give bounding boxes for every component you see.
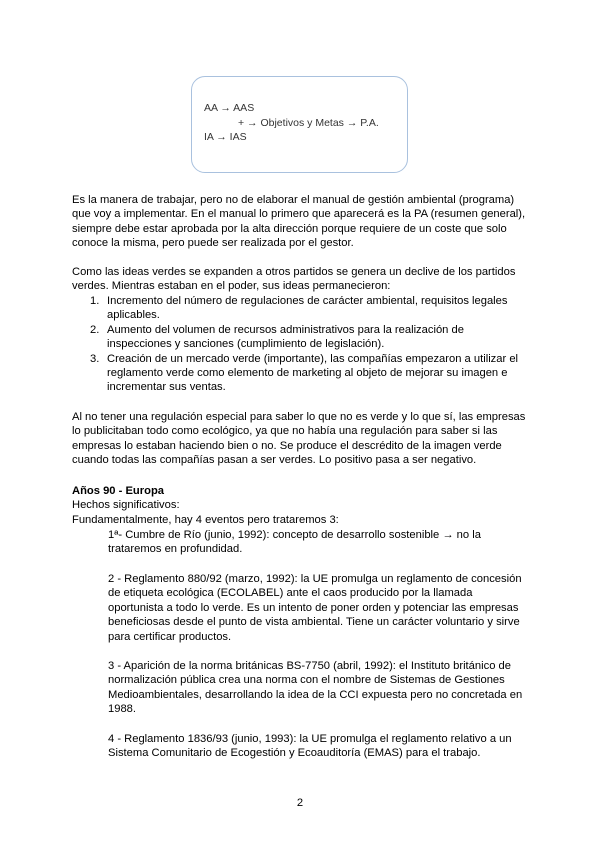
event-line: 4 - Reglamento 1836/93 (junio, 1993): la UE promulga el reglamento relativo a un [108,733,512,745]
event-item [108,732,528,761]
event-line: normalización pública crea una norma con el nombre de Sistemas de Gestiones [108,674,505,687]
list-item [72,323,532,352]
list-number: 1. [90,295,100,307]
section-subheading: Hechos significativos: [72,499,180,512]
event-line: oportunista a todo lo verde. Es un intento de poner orden y potenciar las empresas [108,601,519,614]
event-line: beneficiosas desde el punto de vista ambiental. Tiene un carácter voluntario y sirve [108,616,520,629]
list-item [72,294,532,323]
paragraph-line: conoce la misma, pero puede ser realizada por el gestor. [72,237,354,250]
paragraph-line: empresas lo estaban haciendo bien o no. Se produce el descrédito de la imagen verde [72,439,502,452]
event-line: 1988. [108,703,136,716]
section-heading: Años 90 - Europa [72,485,165,497]
paragraph-2 [72,265,532,294]
list-item [72,352,532,395]
numbered-list [72,294,532,395]
list-number: 3. [90,352,100,365]
event-item [108,572,528,644]
diagram-line-2: + → Objetivos y Metas → P.A. [238,117,379,129]
diagram-line-1: AA → AAS [204,102,255,114]
list-line: incrementar sus ventas. [107,381,226,394]
event-item [108,528,528,557]
paragraph-line: siempre debe estar aprobada por la alta dirección porque requiere de un coste que solo [72,222,507,235]
event-line: Sistema Comunitario de Ecogestión y Ecoauditoría (EMAS) para el trabajo. [108,747,481,760]
paragraph-line: Es la manera de trabajar, pero no de elaborar el manual de gestión ambiental (programa) [72,194,515,206]
paragraph-line: Como las ideas verdes se expanden a otros partidos se genera un declive de los partidos [72,266,516,278]
paragraph-line: cuando todas las compañías pasan a ser verdes. Lo positivo pasa a ser negativo. [72,454,477,467]
event-line: para certificar productos. [108,630,232,643]
list-line: Creación de un mercado verde (importante), las compañías empezaron a utilizar el [107,352,519,365]
event-line: 2 - Reglamento 880/92 (marzo, 1992): la UE promulga un reglamento de concesión [108,573,522,585]
list-line: inspecciones y sanciones (cumplimiento de legislación). [107,338,385,351]
event-line: de etiqueta ecológica (ECOLABEL) ante el caos producido por la llamada [108,587,473,600]
list-line: reglamento verde como elemento de marketing al objeto de mejorar su imagen e [107,367,508,380]
paragraph-line: Al no tener una regulación especial para saber lo que no es verde y lo que sí, las empresas [72,411,526,423]
paragraph-1 [72,193,532,251]
event-line: trataremos en profundidad. [108,543,243,556]
list-number: 2. [90,323,100,336]
list-line: Aumento del volumen de recursos administrativos para la realización de [107,323,464,336]
event-line: Medioambientales, desarrollando la idea de la CCI expuesta pero no concretada en [108,688,523,701]
paragraph-line: lo publicitaban todo como ecológico, ya que no había una regulación para saber si las [72,425,498,438]
paragraph-line: que voy a implementar. En el manual lo primero que aparecerá es la PA (resumen general), [72,208,526,221]
diagram-box [191,76,408,173]
paragraph-line: verdes. Mientras estaban en el poder, sus ideas permanecieron: [72,280,391,293]
paragraph-3 [72,410,532,468]
event-line: 1ª- Cumbre de Río (junio, 1992): concepto de desarrollo sostenible → no la [108,529,481,541]
page-number: 2 [296,797,304,809]
diagram-line-3: IA → IAS [204,131,247,143]
event-item [108,659,528,717]
list-line: aplicables. [107,309,160,322]
list-line: Incremento del número de regulaciones de carácter ambiental, requisitos legales [107,295,508,307]
section-intro: Fundamentalmente, hay 4 eventos pero trataremos 3: [72,513,339,526]
section-header [72,484,532,527]
event-line: 3 - Aparición de la norma británicas BS-7750 (abril, 1992): el Instituto británico de [108,660,511,672]
